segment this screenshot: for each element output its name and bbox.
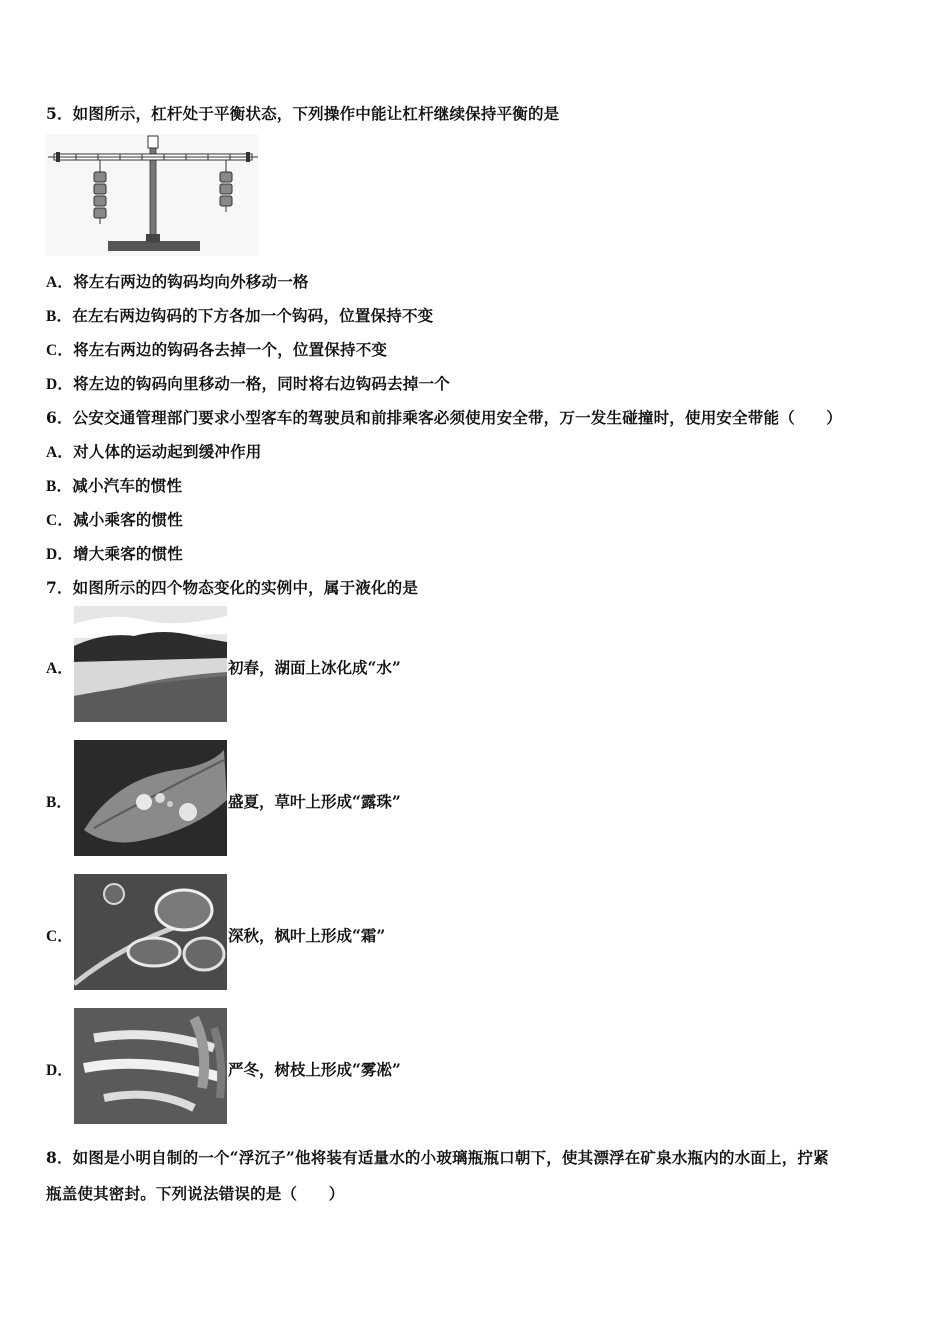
q8-stem-line2: 瓶盖使其密封。下列说法错误的是（ ）: [46, 1184, 345, 1203]
q5-option-d: D．将左边的钩码向里移动一格，同时将右边钩码去掉一个: [46, 374, 450, 393]
q6-option-c: C．减小乘客的惯性: [46, 510, 183, 529]
q7-option-a: [46, 606, 646, 722]
q7-option-d-text: 严冬，树枝上形成“雾凇”: [228, 1060, 401, 1079]
lake-ice-photo: [74, 606, 227, 722]
q7-option-b-letter: B．: [46, 794, 72, 811]
q7-option-c: [46, 874, 646, 990]
lever-right-nut: [246, 152, 250, 162]
lever-pivot-cap: [148, 136, 158, 148]
q7-option-c-text: 深秋，枫叶上形成“霜”: [228, 926, 386, 945]
q7-option-c-letter: C．: [46, 928, 73, 945]
lever-left-nut: [56, 152, 60, 162]
q5-option-a: A．将左右两边的钩码均向外移动一格: [46, 272, 309, 291]
q6-stem: 6．公安交通管理部门要求小型客车的驾驶员和前排乘客必须使用安全带，万一发生碰撞时，使用安全带能（ ）: [46, 408, 842, 427]
q7-option-d: [46, 1008, 646, 1124]
q7-option-a-text: 初春，湖面上冰化成“水”: [228, 658, 401, 677]
q5-option-b: B．在左右两边钩码的下方各加一个钩码，位置保持不变: [46, 306, 434, 325]
lever-diagram: [46, 134, 258, 256]
q5-option-c: C．将左右两边的钩码各去掉一个，位置保持不变: [46, 340, 388, 359]
q7-option-b-text: 盛夏，草叶上形成“露珠”: [228, 792, 401, 811]
q6-option-d: D．增大乘客的惯性: [46, 544, 183, 563]
lever-pole-clamp: [146, 234, 160, 242]
lever-figure: [46, 134, 258, 256]
q5-stem: 5．如图所示，杠杆处于平衡状态，下列操作中能让杠杆继续保持平衡的是: [46, 104, 560, 123]
q7-stem: 7．如图所示的四个物态变化的实例中，属于液化的是: [46, 578, 419, 597]
q6-option-a: A．对人体的运动起到缓冲作用: [46, 442, 262, 461]
dew-leaf-photo: [74, 740, 227, 856]
q7-option-b: [46, 740, 646, 856]
rime-branch-photo: [74, 1008, 227, 1124]
q7-option-d-letter: D．: [46, 1062, 73, 1079]
q8-stem-line1: 8．如图是小明自制的一个“浮沉子”他将装有适量水的小玻璃瓶瓶口朝下，使其漂浮在矿泉水瓶内的水面上，拧紧: [46, 1148, 829, 1167]
frost-leaf-photo: [74, 874, 227, 990]
lever-base: [108, 241, 200, 251]
q6-option-b: B．减小汽车的惯性: [46, 476, 183, 495]
q7-option-a-letter: A．: [46, 660, 73, 677]
